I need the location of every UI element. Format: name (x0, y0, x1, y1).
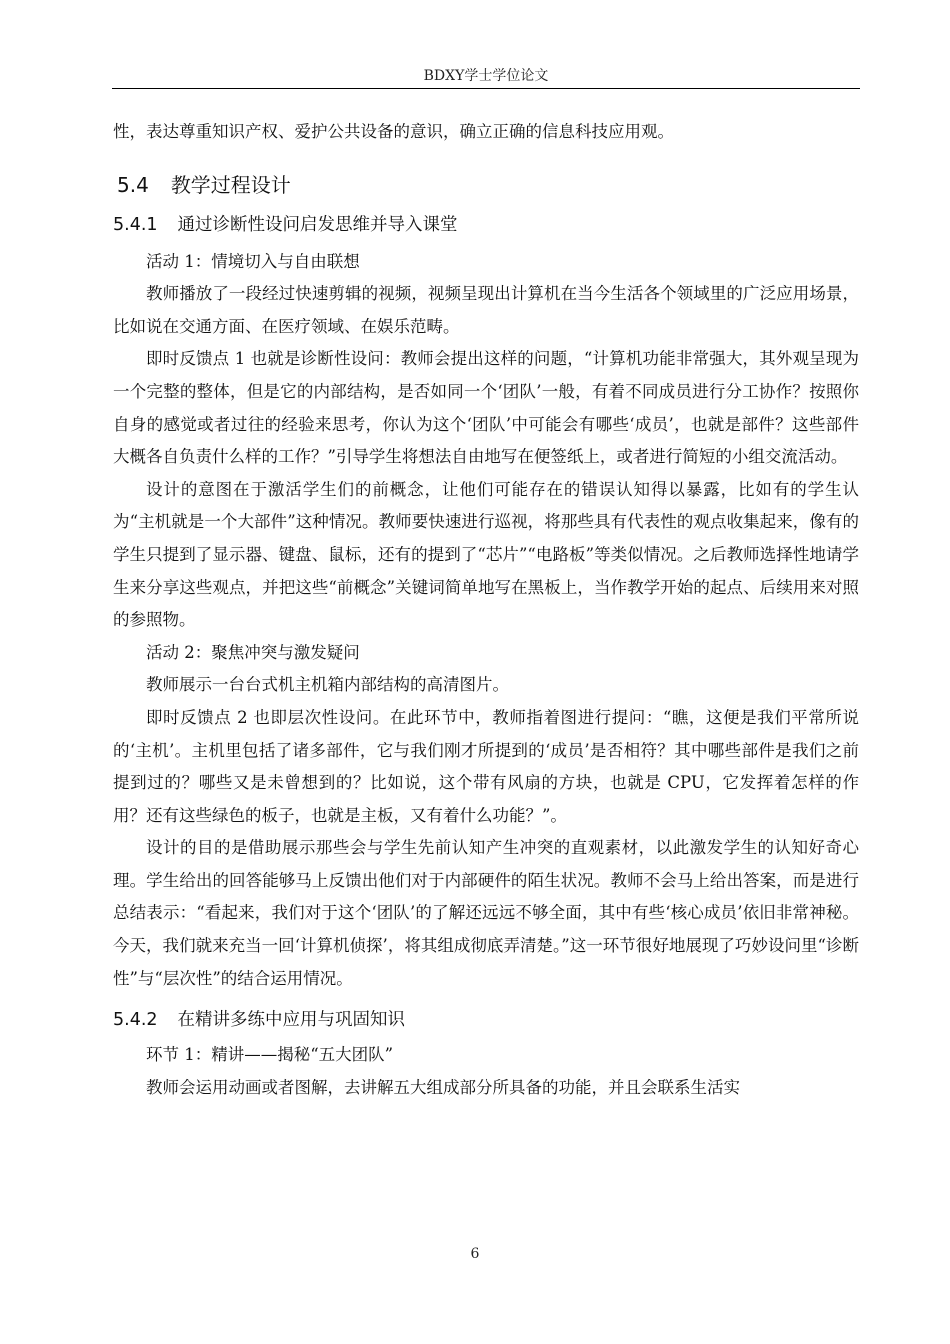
paragraph: 即时反馈点 2 也即层次性设问。在此环节中，教师指着图进行提问：“瞧，这便是我们平常所说的‘主机’。主机里包括了诸多部件，它与我们刚才所提到的‘成员’是否相符？其中哪些部件是我们之前提到过的？哪些又是未曾想到的？比如说，这个带有风扇的方块，也就是 CPU，它发挥着怎样的作用？还有这些绿色的板子，也就是主板，又有着什么功能？”。 (113, 707, 859, 825)
subsection-heading-5-4-2 (113, 1003, 859, 1037)
paragraph: 设计的目的是借助展示那些会与学生先前认知产生冲突的直观素材，以此激发学生的认知好奇心理。学生给出的回答能够马上反馈出他们对于内部硬件的陌生状况。教师不会马上给出答案，而是进行总结表示：“看起来，我们对于这个‘团队’的了解还远远不够全面，其中有些‘核心成员’依旧非常神秘。今天，我们就来充当一回‘计算机侦探’，将其组成彻底弄清楚。”这一环节很好地展现了巧妙设问里“诊断性”与“层次性”的结合运用情况。 (113, 838, 859, 988)
paragraph: 教师会运用动画或者图解，去讲解五大组成部分所具备的功能，并且会联系生活实 (146, 1077, 740, 1097)
subsection-title: 在精讲多练中应用与巩固知识 (177, 1010, 406, 1031)
activity-2-heading: 活动 2：聚焦冲突与激发疑问 (146, 642, 360, 662)
subsection-number: 5.4.1 (113, 214, 158, 235)
paragraph: 教师播放了一段经过快速剪辑的视频，视频呈现出计算机在当今生活各个领域里的广泛应用场景，比如说在交通方面、在医疗领域、在娱乐范畴。 (113, 284, 859, 336)
running-header: BDXY学士学位论文 (423, 68, 549, 84)
body-content (113, 116, 859, 1104)
step-1-heading: 环节 1：精讲——揭秘“五大团队” (146, 1045, 394, 1065)
section-title: 教学过程设计 (170, 172, 291, 197)
paragraph: 即时反馈点 1 也就是诊断性设问：教师会提出这样的问题，“计算机功能非常强大，其外观呈现为一个完整的整体，但是它的内部结构，是否如同一个‘团队’一般，有着不同成员进行分工协作？按照你自身的感觉或者过往的经验来思考，你认为这个‘团队’中可能会有哪些‘成员’，也就是部件？这些部件大概各自负责什么样的工作？”引导学生将想法自由地写在便签纸上，或者进行简短的小组交流活动。 (113, 349, 859, 467)
section-heading-5-4 (117, 168, 859, 202)
header-rule (112, 88, 860, 89)
paragraph: 设计的意图在于激活学生们的前概念，让他们可能存在的错误认知得以暴露，比如有的学生认为“主机就是一个大部件”这种情况。教师要快速进行巡视，将那些具有代表性的观点收集起来，像有的学生只提到了显示器、键盘、鼠标，还有的提到了“芯片”“电路板”等类似情况。之后教师选择性地请学生来分享这些观点，并把这些“前概念”关键词简单地写在黑板上，当作教学开始的起点、后续用来对照的参照物。 (113, 479, 859, 630)
subsection-number: 5.4.2 (113, 1010, 158, 1031)
activity-1-heading: 活动 1：情境切入与自由联想 (146, 251, 360, 271)
subsection-heading-5-4-1 (113, 208, 859, 242)
paragraph-continued: 性，表达尊重知识产权、爱护公共设备的意识，确立正确的信息科技应用观。 (113, 122, 674, 141)
section-number: 5.4 (117, 172, 149, 197)
subsection-title: 通过诊断性设问启发思维并导入课堂 (177, 214, 458, 235)
paragraph: 教师展示一台台式机主机箱内部结构的高清图片。 (146, 675, 509, 695)
page-number: 6 (470, 1246, 480, 1262)
